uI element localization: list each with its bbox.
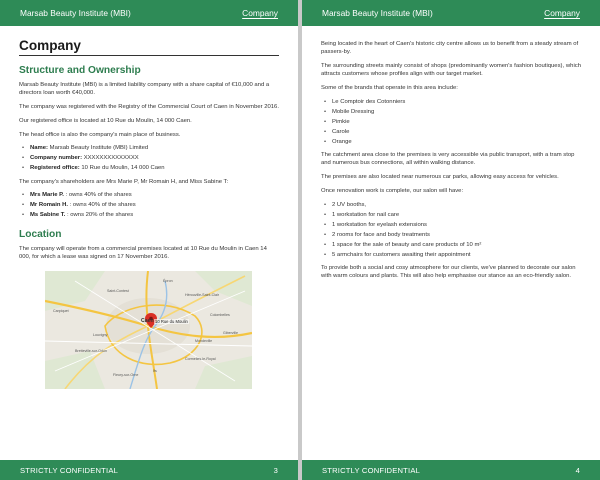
location-map[interactable] [45,271,252,389]
page-number: 3 [273,465,278,475]
list-item: • 1 workstation for nail care [321,211,581,219]
map-graphic [45,271,252,389]
paragraph: The premises are also located near numerous car parks, allowing easy access for vehicles. [321,174,559,180]
page-4 [302,0,600,480]
list-item: • 1 space for the sale of beauty and care products of 10 m² [321,241,581,249]
list-item: • Ms Sabine T. : owns 20% of the shares [19,211,279,219]
header-org: Marsab Beauty Institute (MBI) [20,8,131,18]
map-town-label: Bretteville-sur-Odon [75,349,107,353]
map-town-label: Giberville [223,331,238,335]
page-3 [0,0,298,480]
paragraph: The company will operate from a commercial premises located at 10 Rue du Moulin in Caen 14 000, for which a lease was signed on 17 November 2016. [19,245,267,260]
map-town-label: Carpiquet [53,309,69,313]
shareholders-list [19,191,279,219]
footer-label: STRICTLY CONFIDENTIAL [322,465,421,475]
header-org: Marsab Beauty Institute (MBI) [322,8,433,18]
list-item: • Mobile Dressing [321,108,581,116]
paragraph: Marsab Beauty Institute (MBI) is a limited liability company with a share capital of €10,000 and a directors loan worth €40,000. [19,82,270,97]
list-item: • 2 UV booths, [321,201,581,209]
page-footer [0,460,298,480]
list-item: • Le Comptoir des Cotonniers [321,98,581,106]
map-city-label: Caen [141,318,154,324]
map-town-label: Ifs [153,369,157,373]
paragraph: Some of the brands that operate in this area include: [321,85,458,91]
list-item: • Mr Romain H. : owns 40% of the shares [19,201,279,209]
page-number: 4 [575,465,580,475]
list-item: • 2 rooms for face and body treatments [321,231,581,239]
features-list [321,201,581,259]
map-town-label: Mondeville [195,339,213,343]
paragraph: Once renovation work is complete, our salon will have: [321,187,464,194]
paragraph: Being located in the heart of Caen's historic city centre allows us to benefit from a steady stream of passers-by. [321,41,579,56]
paragraph: The head office is also the company's main place of business. [19,131,181,138]
page-title: Company [19,38,279,56]
list-item: • 5 armchairs for customers awaiting their appointment [321,251,581,259]
paragraph: Our registered office is located at 10 Rue du Moulin, 14 000 Caen. [19,117,192,124]
list-item: • Name: Marsab Beauty Institute (MBI) Limited [19,144,279,152]
brands-list [321,98,581,146]
map-pin-label: 10 Rue du Moulin [155,319,188,324]
map-town-label: Louvigny [93,333,108,337]
page-footer [302,460,600,480]
page-header [0,0,298,26]
map-town-label: Saint-Contest [107,289,129,293]
list-item: • Mrs Marie P. : owns 40% of the shares [19,191,279,199]
list-item: • Orange [321,138,581,146]
map-town-label: Hérouville-Saint-Clair [185,293,219,297]
company-details-list [19,144,279,172]
list-item: • Pimkie [321,118,581,126]
map-town-label: Colombelles [210,313,230,317]
map-town-label: Épron [163,279,173,283]
paragraph: The surrounding streets mainly consist of shops (predominantly women's fashion boutiques), which attracts customers whose profiles align with our target market. [321,63,581,78]
header-section-link[interactable]: Company [544,8,580,18]
header-section-link[interactable]: Company [242,8,278,18]
list-item: • Carole [321,128,581,136]
footer-label: STRICTLY CONFIDENTIAL [20,465,119,475]
map-town-label: Fleury-sur-Orne [113,373,139,377]
page-header [302,0,600,26]
map-town-label: Cormelles-le-Royal [185,357,216,361]
list-item: • Registered office: 10 Rue du Moulin, 14 000 Caen [19,164,279,172]
structure-heading: Structure and Ownership [19,65,141,76]
list-item: • Company number: XXXXXXXXXXXXXX [19,154,279,162]
paragraph: The company's shareholders are Mrs Marie P, Mr Romain H, and Miss Sabine T: [19,178,229,185]
paragraph: The company was registered with the Registry of the Commercial Court of Caen in November 2016. [19,104,279,110]
paragraph: To provide both a social and cosy atmosphere for our clients, we've planned to decorate our salon with warm colours and plants. This will also help emphasise our stance as an eco-friendly salon. [321,264,576,279]
list-item: • 1 workstation for eyelash extensions [321,221,581,229]
location-heading: Location [19,228,62,240]
paragraph: The catchment area close to the premises is very accessible via public transport, with a tram stop and numerous bus connections, all within walking distance. [321,152,575,167]
